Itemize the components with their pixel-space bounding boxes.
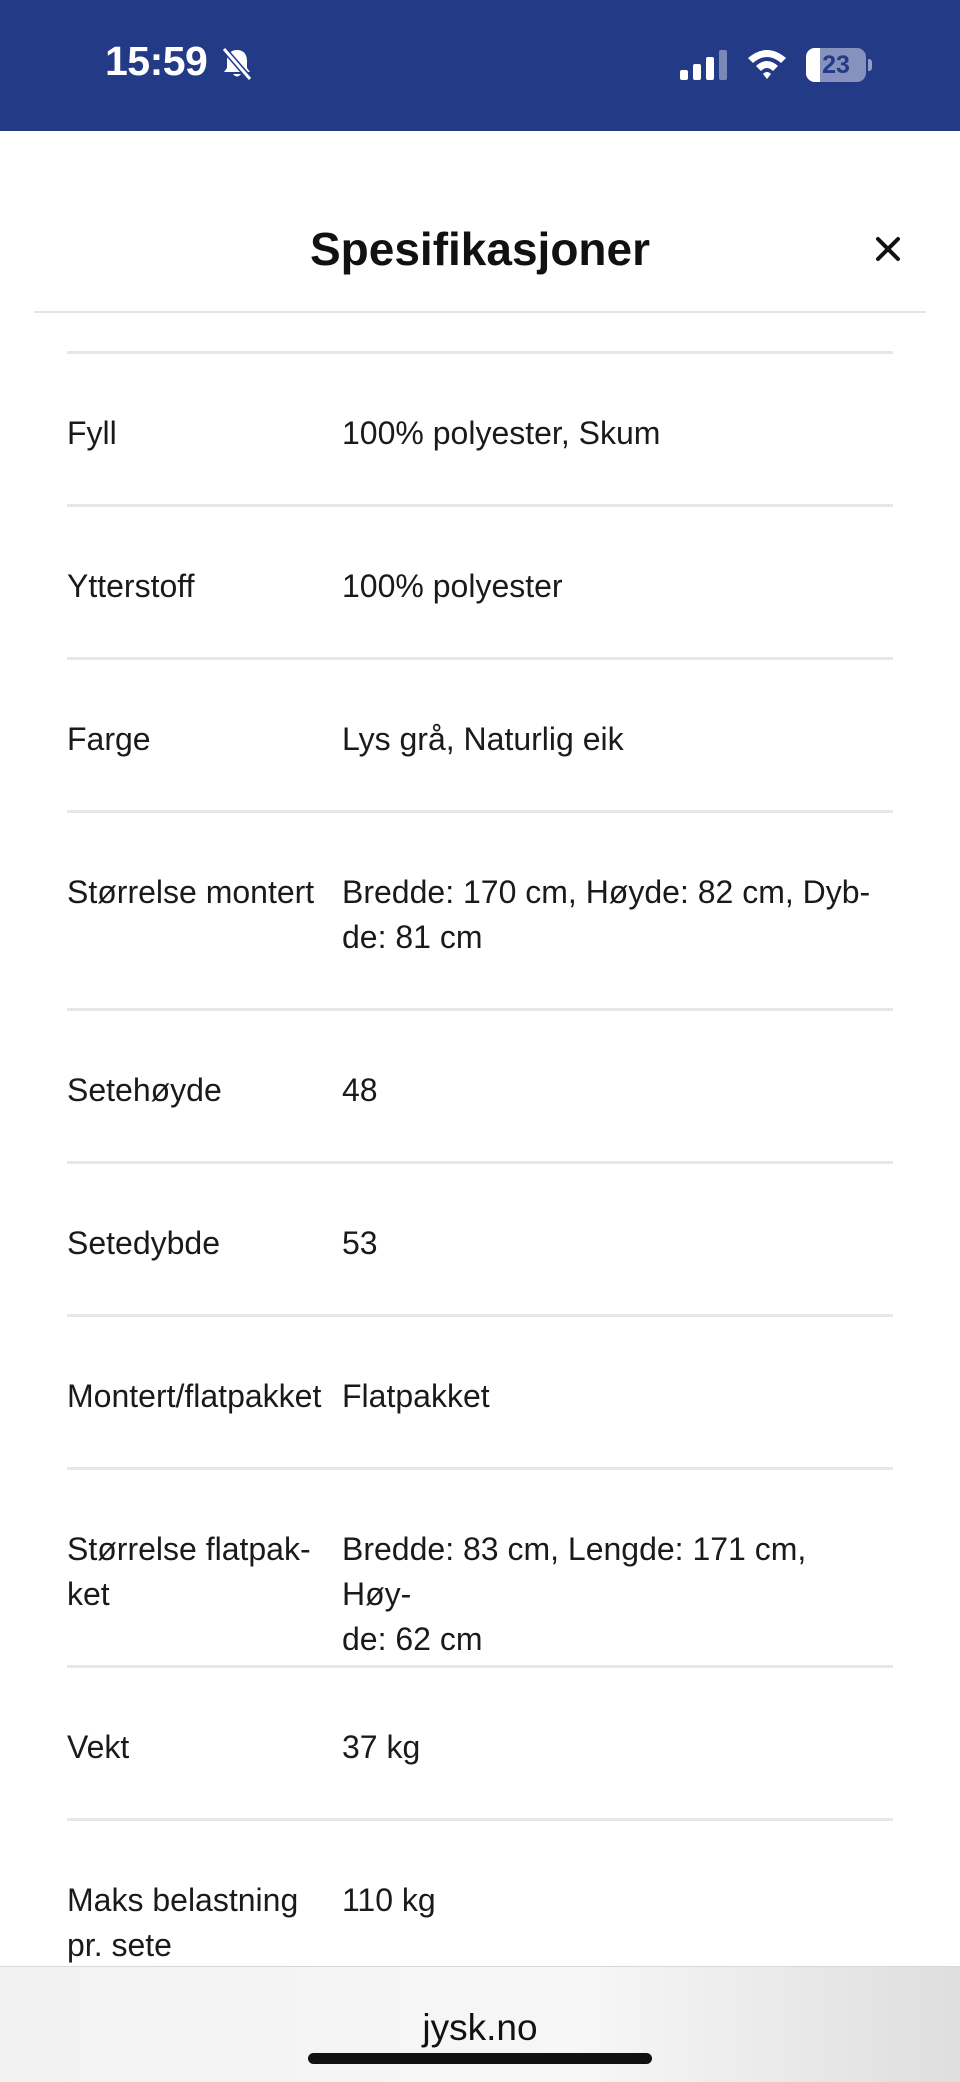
spec-value: 100% polyester, Skum	[342, 415, 661, 451]
spec-value: Lys grå, Naturlig eik	[342, 721, 624, 757]
home-indicator[interactable]	[308, 2053, 652, 2064]
spec-label: Setehøyde	[67, 1072, 222, 1108]
spec-value: 48	[342, 1072, 378, 1108]
browser-bottom-bar	[0, 1966, 960, 2082]
signal-icon	[680, 50, 730, 80]
spec-value: Bredde: 170 cm, Høyde: 82 cm, Dyb- de: 81 cm	[342, 874, 871, 955]
spec-label: Maks belastning pr. sete	[67, 1882, 299, 1963]
spec-value: Flatpakket	[342, 1378, 490, 1414]
spec-label: Størrelse flatpak- ket	[67, 1531, 311, 1612]
spec-row-ytterstoff	[67, 507, 893, 660]
address-bar[interactable]: jysk.no	[422, 2007, 538, 2048]
wifi-icon	[746, 46, 788, 80]
spec-row-storrelse-montert	[67, 813, 893, 1011]
spec-label: Fyll	[67, 415, 117, 451]
spec-label: Montert/flatpakket	[67, 1378, 322, 1414]
spec-label: Størrelse montert	[67, 874, 315, 910]
spec-row-montert-flatpakket	[67, 1317, 893, 1470]
spec-row-vekt	[67, 1668, 893, 1821]
spec-row-setedybde	[67, 1164, 893, 1317]
modal-title: Spesifikasjoner	[309, 223, 651, 275]
close-button[interactable]	[866, 227, 910, 271]
spec-value: 37 kg	[342, 1729, 421, 1765]
spec-row-farge	[67, 660, 893, 813]
battery-icon	[806, 48, 870, 82]
spec-value: Bredde: 83 cm, Lengde: 171 cm, Høy- de: 62 cm	[342, 1531, 807, 1657]
spec-value: 100% polyester	[342, 568, 563, 604]
spec-label: Farge	[67, 721, 151, 757]
spec-list	[67, 351, 893, 2019]
spec-row-fyll	[67, 354, 893, 507]
status-bar	[0, 0, 960, 131]
battery-level: 23	[822, 51, 850, 79]
spec-row-storrelse-flatpakket	[67, 1470, 893, 1668]
spec-value: 110 kg	[342, 1882, 436, 1918]
status-time: 15:59	[105, 38, 208, 84]
spec-row-setehoyde	[67, 1011, 893, 1164]
close-icon	[874, 235, 902, 263]
spec-label: Vekt	[67, 1729, 130, 1765]
spec-label: Setedybde	[67, 1225, 221, 1261]
modal-header	[34, 131, 926, 313]
spec-value: 53	[342, 1225, 378, 1261]
spec-label: Ytterstoff	[67, 568, 195, 604]
bell-slash-icon	[220, 46, 254, 82]
